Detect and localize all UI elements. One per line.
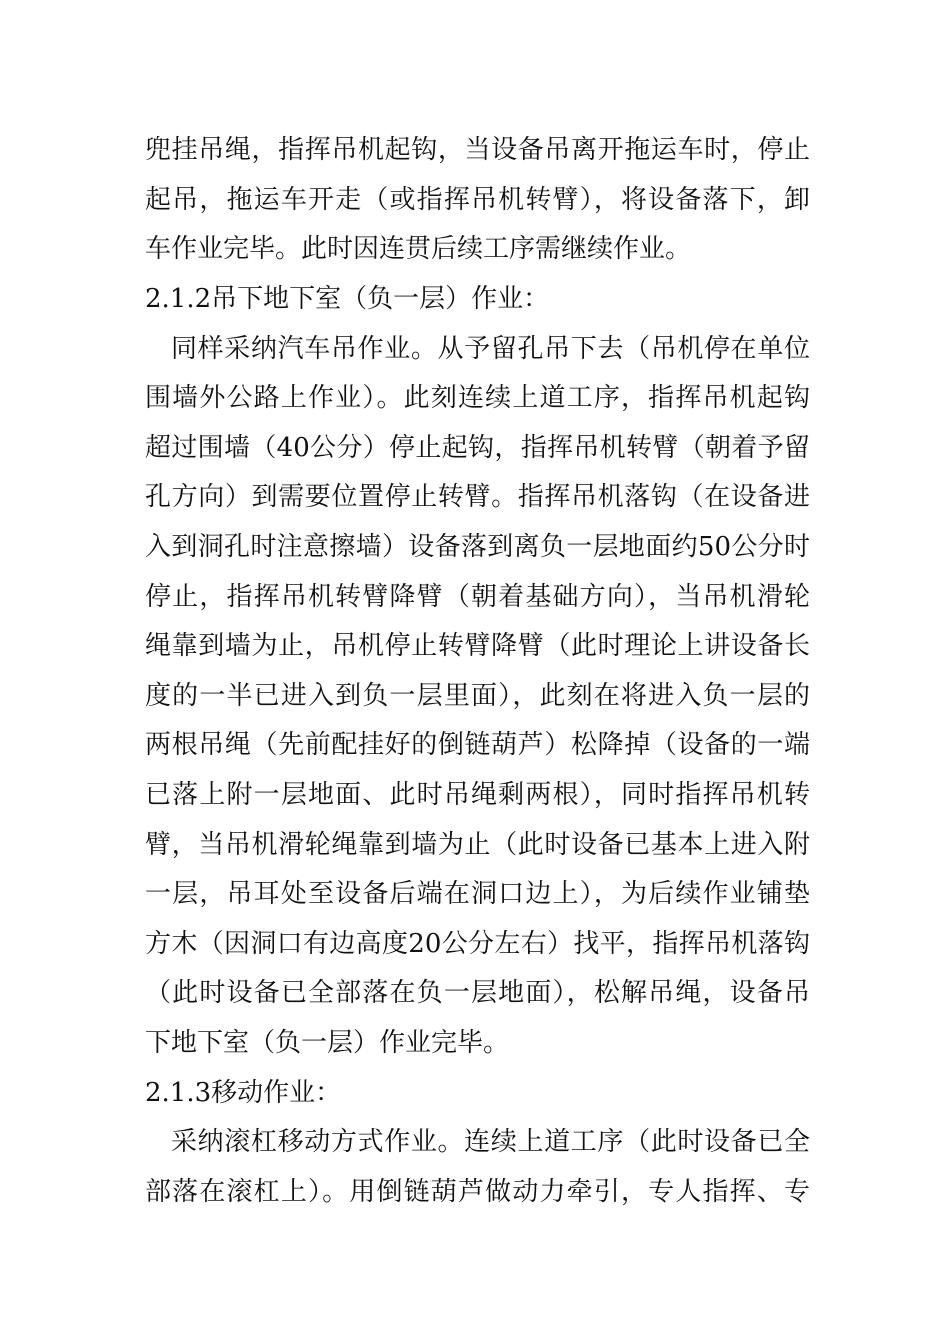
text-line-6: 围墙外公路上作业）。此刻连续上道工序，指挥吊机起钩 bbox=[145, 383, 810, 413]
text-line-3: 车作业完毕。此时因连贯后续工序需继续作业。 bbox=[145, 234, 692, 264]
text-line-10: 停止，指挥吊机转臂降臂（朝着基础方向），当吊机滑轮 bbox=[145, 582, 810, 612]
text-line-9: 入到洞孔时注意擦墙）设备落到离负一层地面约50公分时 bbox=[145, 532, 810, 562]
text-line-14: 已落上附一层地面、此时吊绳剩两根），同时指挥吊机转 bbox=[145, 780, 810, 810]
text-line-12: 度的一半已进入到负一层里面），此刻在将进入负一层的 bbox=[145, 681, 810, 711]
text-line-18: （此时设备已全部落在负一层地面），松解吊绳，设备吊 bbox=[145, 978, 810, 1008]
text-line-7: 超过围墙（40公分）停止起钩，指挥吊机转臂（朝着予留 bbox=[145, 433, 810, 463]
text-line-16: 一层，吊耳处至设备后端在洞口边上），为后续作业铺垫 bbox=[145, 879, 810, 909]
text-line-21: 采纳滚杠移动方式作业。连续上道工序（此时设备已全 bbox=[171, 1127, 810, 1157]
text-line-15: 臂，当吊机滑轮绳靠到墙为止（此时设备已基本上进入附 bbox=[145, 830, 810, 860]
text-line-17: 方木（因洞口有边高度20公分左右）找平，指挥吊机落钩 bbox=[145, 929, 810, 959]
text-line-11: 绳靠到墙为止，吊机停止转臂降臂（此时理论上讲设备长 bbox=[145, 631, 810, 661]
section-heading-2-1-3: 2.1.3移动作业： bbox=[145, 1078, 342, 1108]
text-line-1: 兜挂吊绳，指挥吊机起钩，当设备吊离开拖运车时，停止 bbox=[145, 135, 810, 165]
section-heading-2-1-2: 2.1.2吊下地下室（负一层）作业： bbox=[145, 284, 550, 314]
text-line-13: 两根吊绳（先前配挂好的倒链葫芦）松降掉（设备的一端 bbox=[145, 730, 810, 760]
text-line-22: 部落在滚杠上）。用倒链葫芦做动力牵引，专人指挥、专 bbox=[145, 1177, 810, 1207]
text-line-8: 孔方向）到需要位置停止转臂。指挥吊机落钩（在设备进 bbox=[145, 482, 810, 512]
text-line-5: 同样采纳汽车吊作业。从予留孔吊下去（吊机停在单位 bbox=[171, 334, 810, 364]
text-line-19: 下地下室（负一层）作业完毕。 bbox=[145, 1028, 510, 1058]
text-line-2: 起吊，拖运车开走（或指挥吊机转臂），将设备落下，卸 bbox=[145, 185, 810, 215]
